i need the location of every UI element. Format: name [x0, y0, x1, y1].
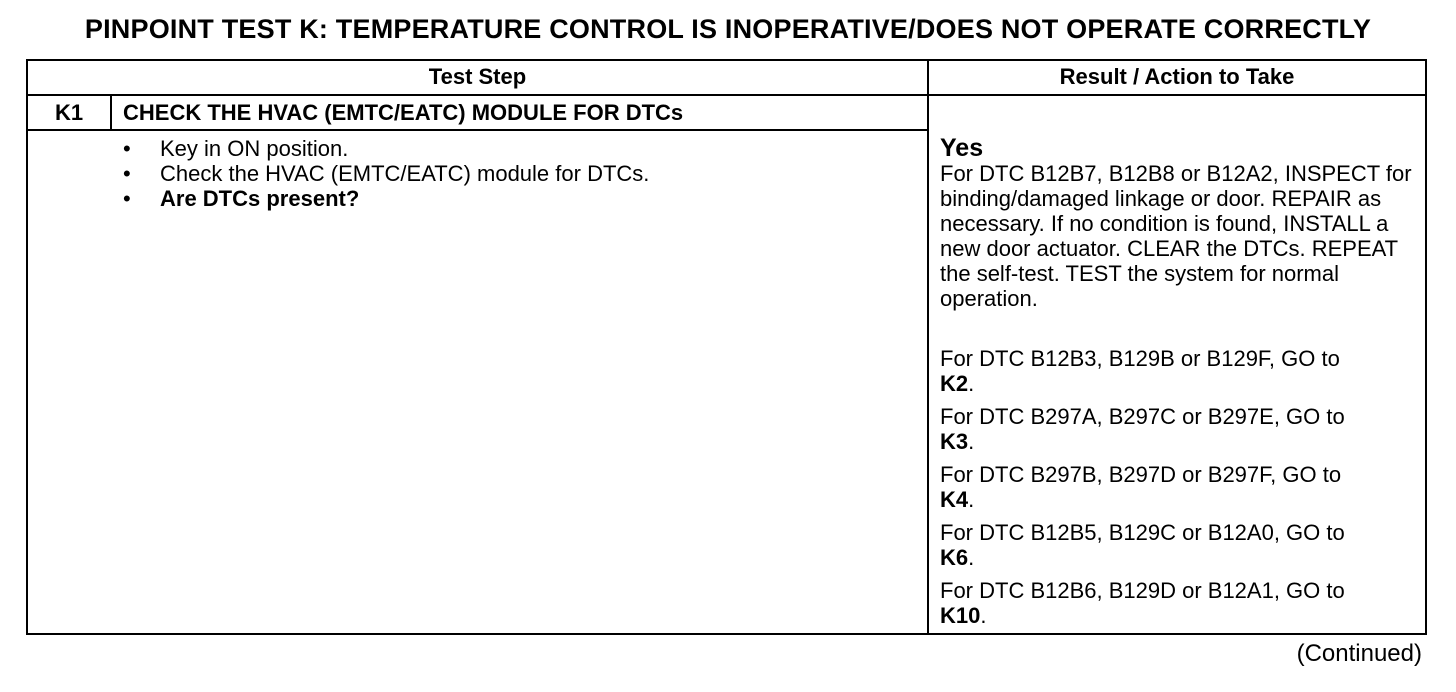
page-title: PINPOINT TEST K: TEMPERATURE CONTROL IS INOPERATIVE/DOES NOT OPERATE CORRECTLY: [84, 14, 1372, 44]
yes-label: Yes: [940, 134, 984, 162]
goto-text: For DTC B297B, B297D or B297F, GO to: [940, 462, 1342, 487]
goto-target-link[interactable]: K4: [940, 487, 969, 512]
result-header: Result / Action to Take: [1059, 64, 1295, 89]
yes-action-text: For DTC B12B7, B12B8 or B12A2, INSPECT for binding/damaged linkage or door. REPAIR as necessary. If no condition is found, INSTALL a new door actuator. CLEAR the DTCs. REPEAT the self-test. TEST the system for normal operation.: [940, 161, 1412, 311]
instruction-text: Key in ON position.: [160, 136, 349, 161]
goto-end: .: [968, 371, 975, 396]
continued-label: (Continued): [1296, 640, 1422, 667]
question-text: Are DTCs present?: [160, 186, 360, 211]
bullet-icon: •: [123, 186, 131, 211]
column-divider: [927, 59, 929, 635]
goto-target-link[interactable]: K3: [940, 429, 969, 454]
goto-end: .: [980, 603, 987, 628]
step-title: CHECK THE HVAC (EMTC/EATC) MODULE FOR DTCs: [123, 100, 684, 125]
goto-action: [940, 462, 1418, 512]
goto-end: .: [968, 545, 975, 570]
goto-action: [940, 520, 1418, 570]
step-id: K1: [54, 100, 84, 125]
instruction-text: Check the HVAC (EMTC/EATC) module for DTCs.: [160, 161, 650, 186]
goto-target-link[interactable]: K2: [940, 371, 969, 396]
goto-action: [940, 346, 1418, 396]
step-title-divider: [26, 129, 929, 131]
test-step-header: Test Step: [428, 64, 527, 89]
step-instructions: [120, 136, 649, 211]
goto-action: [940, 404, 1418, 454]
bullet-icon: •: [123, 136, 131, 161]
goto-text: For DTC B12B5, B129C or B12A0, GO to: [940, 520, 1345, 545]
goto-text: For DTC B12B6, B129D or B12A1, GO to: [940, 578, 1345, 603]
goto-target-link[interactable]: K10: [940, 603, 981, 628]
goto-target-link[interactable]: K6: [940, 545, 969, 570]
goto-end: .: [968, 487, 975, 512]
goto-text: For DTC B297A, B297C or B297E, GO to: [940, 404, 1345, 429]
list-item: [120, 161, 649, 186]
goto-action: [940, 578, 1418, 628]
list-item: [120, 186, 649, 211]
goto-text: For DTC B12B3, B129B or B129F, GO to: [940, 346, 1340, 371]
header-divider: [26, 94, 1427, 96]
goto-end: .: [968, 429, 975, 454]
bullet-icon: •: [123, 161, 131, 186]
step-id-divider: [110, 94, 112, 130]
list-item: [120, 136, 649, 161]
